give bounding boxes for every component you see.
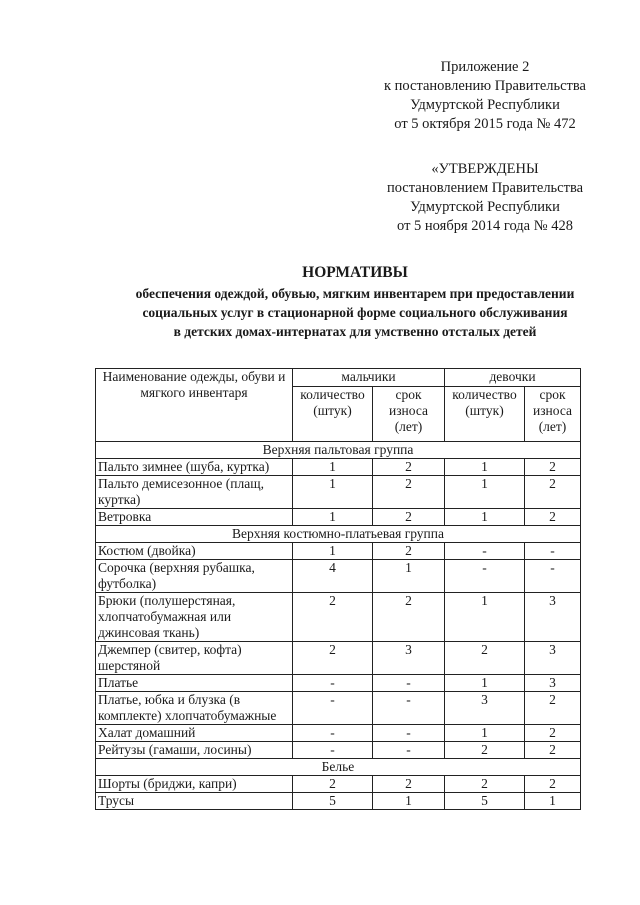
table-row [96, 725, 581, 742]
boys-quantity-cell: - [293, 725, 373, 742]
table-row [96, 692, 581, 725]
girls-quantity-cell: 1 [445, 476, 525, 509]
boys-term-cell: 2 [373, 509, 445, 526]
header-boys-quantity: количество (штук) [293, 387, 373, 442]
table-row [96, 509, 581, 526]
girls-term-cell: 2 [525, 725, 581, 742]
item-name: Пальто демисезонное (плащ, куртка) [96, 476, 293, 509]
boys-term-cell: 2 [373, 593, 445, 642]
table-row [96, 560, 581, 593]
table-row [96, 593, 581, 642]
girls-term-cell: 2 [525, 776, 581, 793]
header-girls: девочки [445, 369, 581, 387]
girls-quantity-cell: 1 [445, 593, 525, 642]
boys-quantity-cell: 1 [293, 476, 373, 509]
girls-term-cell: 3 [525, 593, 581, 642]
girls-quantity-cell: 5 [445, 793, 525, 810]
girls-quantity-cell: 2 [445, 642, 525, 675]
subtitle-line: в детских домах-интернатах для умственно отсталых детей [173, 324, 537, 339]
section-row [96, 442, 581, 459]
item-name: Сорочка (верхняя рубашка, футболка) [96, 560, 293, 593]
approval-line: «УТВЕРЖДЕНЫ [431, 161, 539, 177]
subtitle-line: социальных услуг в стационарной форме социального обслуживания [142, 305, 568, 320]
approval-line: Удмуртской Республики [410, 199, 560, 215]
boys-quantity-cell: 1 [293, 509, 373, 526]
section-title: Верхняя костюмно-платьевая группа [96, 526, 581, 543]
boys-quantity-cell: 5 [293, 793, 373, 810]
appendix-reference [360, 58, 610, 134]
table-row [96, 459, 581, 476]
girls-term-cell: - [525, 543, 581, 560]
appendix-line: Приложение 2 [440, 59, 530, 75]
boys-quantity-cell: 1 [293, 459, 373, 476]
girls-quantity-cell: 1 [445, 459, 525, 476]
item-name: Халат домашний [96, 725, 293, 742]
table-row [96, 793, 581, 810]
item-name: Шорты (бриджи, капри) [96, 776, 293, 793]
girls-quantity-cell: 2 [445, 742, 525, 759]
item-name: Костюм (двойка) [96, 543, 293, 560]
girls-quantity-cell: - [445, 560, 525, 593]
boys-term-cell: 2 [373, 459, 445, 476]
girls-quantity-cell: 1 [445, 725, 525, 742]
table-row [96, 476, 581, 509]
girls-quantity-cell: 1 [445, 509, 525, 526]
boys-quantity-cell: - [293, 692, 373, 725]
table-row [96, 642, 581, 675]
item-name: Ветровка [96, 509, 293, 526]
girls-term-cell: 1 [525, 793, 581, 810]
section-title: Белье [96, 759, 581, 776]
norms-table [95, 368, 581, 810]
boys-term-cell: 2 [373, 476, 445, 509]
boys-term-cell: 2 [373, 543, 445, 560]
approval-line: постановлением Правительства [386, 180, 584, 196]
item-name: Джемпер (свитер, кофта) шерстяной [96, 642, 293, 675]
table-row [96, 543, 581, 560]
girls-term-cell: 2 [525, 742, 581, 759]
boys-quantity-cell: - [293, 742, 373, 759]
item-name: Пальто зимнее (шуба, куртка) [96, 459, 293, 476]
girls-quantity-cell: 2 [445, 776, 525, 793]
header-boys-term: срок износа (лет) [373, 387, 445, 442]
girls-term-cell: - [525, 560, 581, 593]
table-row [96, 742, 581, 759]
boys-quantity-cell: 4 [293, 560, 373, 593]
norms-table-body [96, 369, 581, 810]
header-row [96, 369, 581, 387]
boys-quantity-cell: 1 [293, 543, 373, 560]
item-name: Трусы [96, 793, 293, 810]
header-boys: мальчики [293, 369, 445, 387]
boys-term-cell: 2 [373, 776, 445, 793]
girls-term-cell: 3 [525, 642, 581, 675]
table-row [96, 675, 581, 692]
girls-term-cell: 2 [525, 692, 581, 725]
table-row [96, 776, 581, 793]
appendix-line: к постановлению Правительства [384, 78, 586, 94]
section-row [96, 759, 581, 776]
girls-quantity-cell: 3 [445, 692, 525, 725]
approval-line: от 5 ноября 2014 года № 428 [397, 218, 573, 234]
section-row [96, 526, 581, 543]
boys-quantity-cell: - [293, 675, 373, 692]
boys-term-cell: 3 [373, 642, 445, 675]
girls-term-cell: 2 [525, 476, 581, 509]
boys-term-cell: - [373, 692, 445, 725]
section-title: Верхняя пальтовая группа [96, 442, 581, 459]
boys-term-cell: - [373, 725, 445, 742]
girls-quantity-cell: - [445, 543, 525, 560]
item-name: Платье [96, 675, 293, 692]
girls-quantity-cell: 1 [445, 675, 525, 692]
item-name: Брюки (полушерстяная, хлопчатобумажная или джинсовая ткань) [96, 593, 293, 642]
boys-term-cell: 1 [373, 560, 445, 593]
girls-term-cell: 3 [525, 675, 581, 692]
approval-reference [360, 160, 610, 236]
header-name-column: Наименование одежды, обуви и мягкого инвентаря [96, 369, 293, 442]
girls-term-cell: 2 [525, 509, 581, 526]
document-title [60, 262, 640, 341]
item-name: Рейтузы (гамаши, лосины) [96, 742, 293, 759]
boys-term-cell: 1 [373, 793, 445, 810]
item-name: Платье, юбка и блузка (в комплекте) хлопчатобумажные [96, 692, 293, 725]
header-girls-term: срок износа (лет) [525, 387, 581, 442]
boys-quantity-cell: 2 [293, 776, 373, 793]
boys-term-cell: - [373, 675, 445, 692]
appendix-line: от 5 октября 2015 года № 472 [394, 116, 576, 132]
boys-term-cell: - [373, 742, 445, 759]
main-title: НОРМАТИВЫ [302, 264, 408, 281]
header-girls-quantity: количество (штук) [445, 387, 525, 442]
subtitle-line: обеспечения одеждой, обувью, мягким инвентарем при предоставлении [135, 286, 575, 301]
boys-quantity-cell: 2 [293, 593, 373, 642]
boys-quantity-cell: 2 [293, 642, 373, 675]
appendix-line: Удмуртской Республики [410, 97, 560, 113]
girls-term-cell: 2 [525, 459, 581, 476]
